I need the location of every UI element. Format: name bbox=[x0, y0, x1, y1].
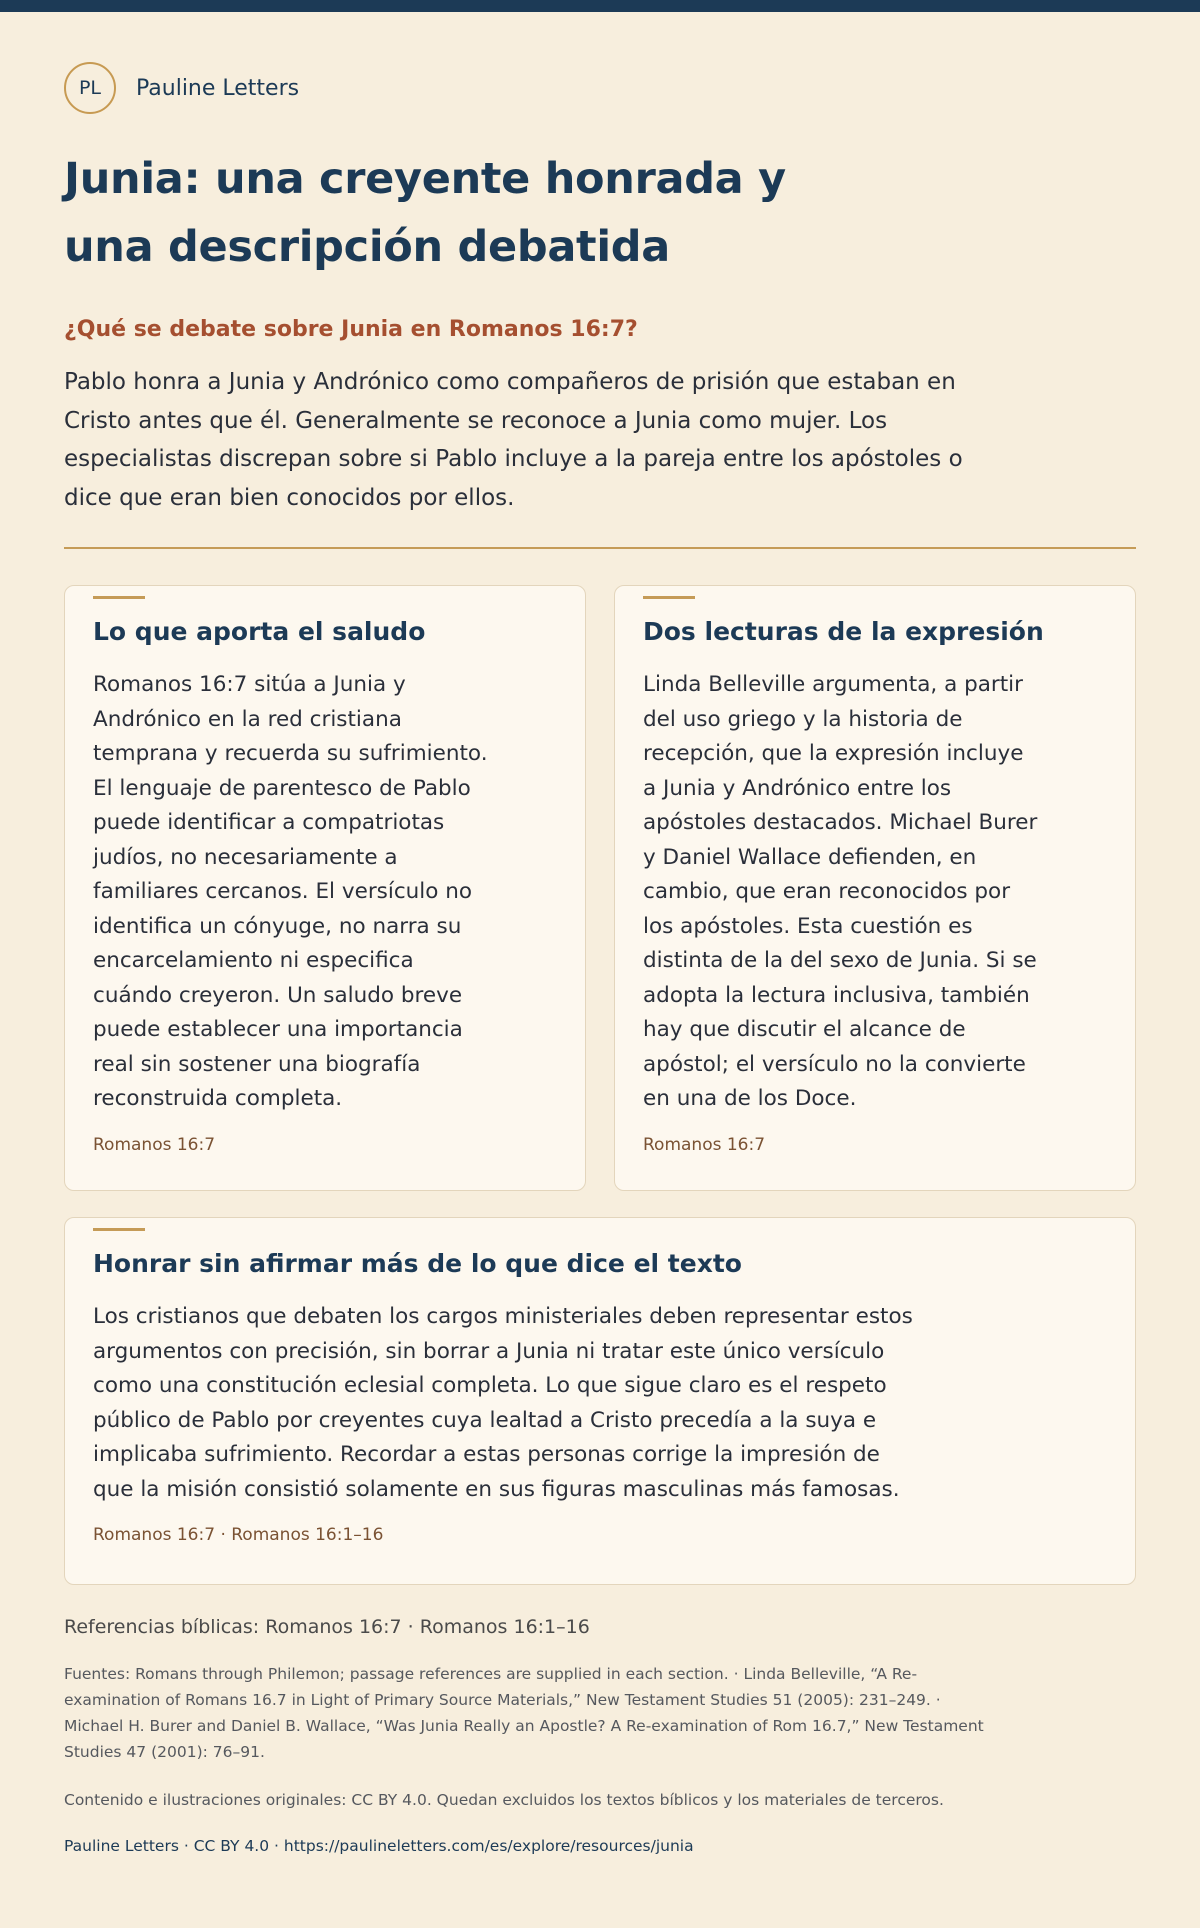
page bbox=[0, 61, 1200, 1859]
card-greeting bbox=[64, 585, 586, 1191]
intro-paragraph: Pablo honra a Junia y Andrónico como compañeros de prisión que estaban en Cristo antes que él. Generalmente se reconoce a Junia como mujer. Los especialistas discrepan sobre si Pablo incluye a la pareja entre los apóstoles o dice que eran bien conocidos por ellos. bbox=[64, 369, 963, 511]
footer-link[interactable]: Pauline Letters · CC BY 4.0 · https://paulineletters.com/es/explore/resources/junia bbox=[64, 1837, 694, 1855]
section-question: ¿Qué se debate sobre Junia en Romanos 16:7? bbox=[64, 317, 638, 342]
card-reference: Romanos 16:7 bbox=[93, 1134, 216, 1155]
license-note: Contenido e ilustraciones originales: CC BY 4.0. Quedan excluidos los textos bíblicos y los materiales de terceros. bbox=[64, 1791, 944, 1809]
card-two-readings bbox=[614, 585, 1136, 1191]
card-row bbox=[64, 585, 1136, 1191]
top-bar bbox=[0, 0, 1200, 12]
card-heading: Lo que aporta el saludo bbox=[93, 617, 426, 646]
card-heading: Honrar sin afirmar más de lo que dice el texto bbox=[93, 1249, 742, 1278]
logo-badge bbox=[64, 62, 116, 114]
card-body: Los cristianos que debaten los cargos ministeriales deben representar estos argumentos con precisión, sin borrar a Junia ni tratar este único versículo como una constitución eclesial completa. Lo que sigue claro es el respeto público de Pablo por creyentes cuya lealtad a Cristo precedía a la suya e implicaba sufrimiento. Recordar a estas personas corrige la impresión de que la misión consistió solamente en sus figuras masculinas más famosas. bbox=[93, 1304, 913, 1502]
card-accent-line bbox=[93, 596, 145, 599]
card-body: Romanos 16:7 sitúa a Junia y Andrónico en la red cristiana temprana y recuerda su sufrimiento. El lenguaje de parentesco de Pablo puede identificar a compatriotas judíos, no necesariamente a familiares cercanos. El versículo no identifica un cónyuge, no narra su encarcelamiento ni especifica cuándo creyeron. Un saludo breve puede establecer una importancia real sin sostener una biografía reconstruida completa. bbox=[93, 672, 488, 1111]
divider bbox=[64, 547, 1136, 549]
card-honor bbox=[64, 1217, 1136, 1585]
page-title: Junia: una creyente honrada y una descripción debatida bbox=[64, 154, 786, 272]
sources-note: Fuentes: Romans through Philemon; passage references are supplied in each section. · Linda Belleville, “A Re-examination of Romans 16.7 in Light of Primary Source Materials,” New Testament Studies 51 (2005): 231–249. · Michael H. Burer and Daniel B. Wallace, “Was Junia Really an Apostle? A Re-examination of Rom 16.7,” New Testament Studies 47 (2001): 76–91. bbox=[64, 1665, 984, 1761]
card-reference: Romanos 16:7 · Romanos 16:1–16 bbox=[93, 1525, 384, 1545]
card-body: Linda Belleville argumenta, a partir del uso griego y la historia de recepción, que la expresión incluye a Junia y Andrónico entre los apóstoles destacados. Michael Burer y Daniel Wallace defienden, en cambio, que eran reconocidos por los apóstoles. Esta cuestión es distinta de la del sexo de Junia. Si se adopta la lectura inclusiva, también hay que discutir el alcance de apóstol; el versículo no la convierte en una de los Doce. bbox=[643, 672, 1038, 1111]
brand-name: Pauline Letters bbox=[136, 75, 300, 101]
bible-references: Referencias bíblicas: Romanos 16:7 · Romanos 16:1–16 bbox=[64, 1616, 590, 1638]
card-reference: Romanos 16:7 bbox=[643, 1134, 766, 1155]
logo-initials: PL bbox=[78, 77, 102, 99]
card-accent-line bbox=[643, 596, 695, 599]
site-brand[interactable] bbox=[64, 61, 1136, 115]
card-accent-line bbox=[93, 1228, 145, 1231]
card-heading: Dos lecturas de la expresión bbox=[643, 617, 1044, 646]
